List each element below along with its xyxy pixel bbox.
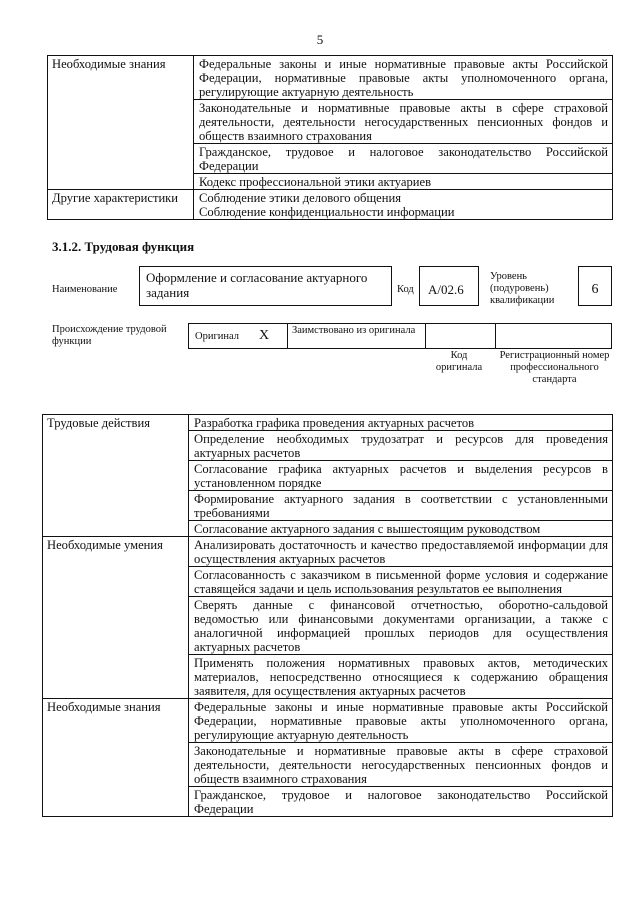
table-cell: Применять положения нормативных правовых актов, методических материалов, непосредственно относящиеся к содержанию обращения заявителя, для осуществления актуарных расчетов xyxy=(189,655,613,699)
table-cell: Законодательные и нормативные правовые акты в сфере страховой деятельности, деятельности негосударственных пенсионных фондов и обществ взаимного страхования xyxy=(194,100,613,144)
code-label: Код xyxy=(397,284,414,295)
main-requirements-table xyxy=(42,414,613,817)
row-label: Трудовые действия xyxy=(43,415,189,537)
row-label: Необходимые знания xyxy=(43,699,189,817)
table-cell: Гражданское, трудовое и налоговое законодательство Российской Федерации xyxy=(189,787,613,817)
row-label: Другие характеристики xyxy=(48,190,194,220)
level-label: Уровень (подуровень) квалификации xyxy=(490,271,555,306)
table-cell: Разработка графика проведения актуарных расчетов xyxy=(189,415,613,431)
level-value: 6 xyxy=(578,266,612,306)
table-cell: Согласование графика актуарных расчетов и выделения ресурсов в установленном порядке xyxy=(189,461,613,491)
table-cell: Федеральные законы и иные нормативные правовые акты Российской Федерации, нормативные правовые акты уполномоченного органа, регулирующие актуарную деятельность xyxy=(189,699,613,743)
table-cell: Определение необходимых трудозатрат и ресурсов для проведения актуарных расчетов xyxy=(189,431,613,461)
row-label: Необходимые знания xyxy=(48,56,194,190)
table-row xyxy=(48,190,613,220)
table-cell: Законодательные и нормативные правовые акты в сфере страховой деятельности, деятельности негосударственных пенсионных фондов и обществ взаимного страхования xyxy=(189,743,613,787)
divider xyxy=(495,324,496,348)
table-cell: Кодекс профессиональной этики актуариев xyxy=(194,174,613,190)
name-label: Наименование xyxy=(52,284,118,295)
page-number: 5 xyxy=(316,32,324,47)
original-mark: X xyxy=(259,328,270,343)
reg-caption: Регистрационный номер профессионального стандарта xyxy=(499,350,610,385)
borrowed-label: Заимствовано из оригинала xyxy=(292,325,416,336)
divider xyxy=(425,324,426,348)
table-row xyxy=(43,699,613,743)
table-cell: Сверять данные с финансовой отчетностью, оборотно-сальдовой ведомостью или финансовыми документами организации, а также с аналогичной информацией прошлых периодов для осуществления актуарных расчетов xyxy=(189,597,613,655)
origin-label: Происхождение трудовой функции xyxy=(52,324,167,347)
table-row xyxy=(48,56,613,100)
function-name: Оформление и согласование актуарного задания xyxy=(139,266,392,306)
top-requirements-table xyxy=(47,55,613,220)
divider xyxy=(287,324,288,348)
table-cell: Согласованность с заказчиком в письменной форме условия и содержание ставящейся задачи и цель использования результатов ее выполнения xyxy=(189,567,613,597)
code-caption: Код оригинала xyxy=(435,350,483,373)
table-cell: Согласование актуарного задания с вышестоящим руководством xyxy=(189,521,613,537)
row-label: Необходимые умения xyxy=(43,537,189,699)
table-cell: Анализировать достаточность и качество предоставляемой информации для осуществления актуарных расчетов xyxy=(189,537,613,567)
section-heading: 3.1.2. Трудовая функция xyxy=(52,239,195,254)
table-cell: Федеральные законы и иные нормативные правовые акты Российской Федерации, нормативные правовые акты уполномоченного органа, регулирующие актуарную деятельность xyxy=(194,56,613,100)
table-row xyxy=(43,537,613,567)
table-cell: Гражданское, трудовое и налоговое законодательство Российской Федерации xyxy=(194,144,613,174)
table-cell: Формирование актуарного задания в соответствии с установленными требованиями xyxy=(189,491,613,521)
original-label: Оригинал xyxy=(195,331,239,342)
table-row xyxy=(43,415,613,431)
table-cell: Соблюдение этики делового общения Соблюдение конфиденциальности информации xyxy=(194,190,613,220)
function-code: A/02.6 xyxy=(419,266,479,306)
